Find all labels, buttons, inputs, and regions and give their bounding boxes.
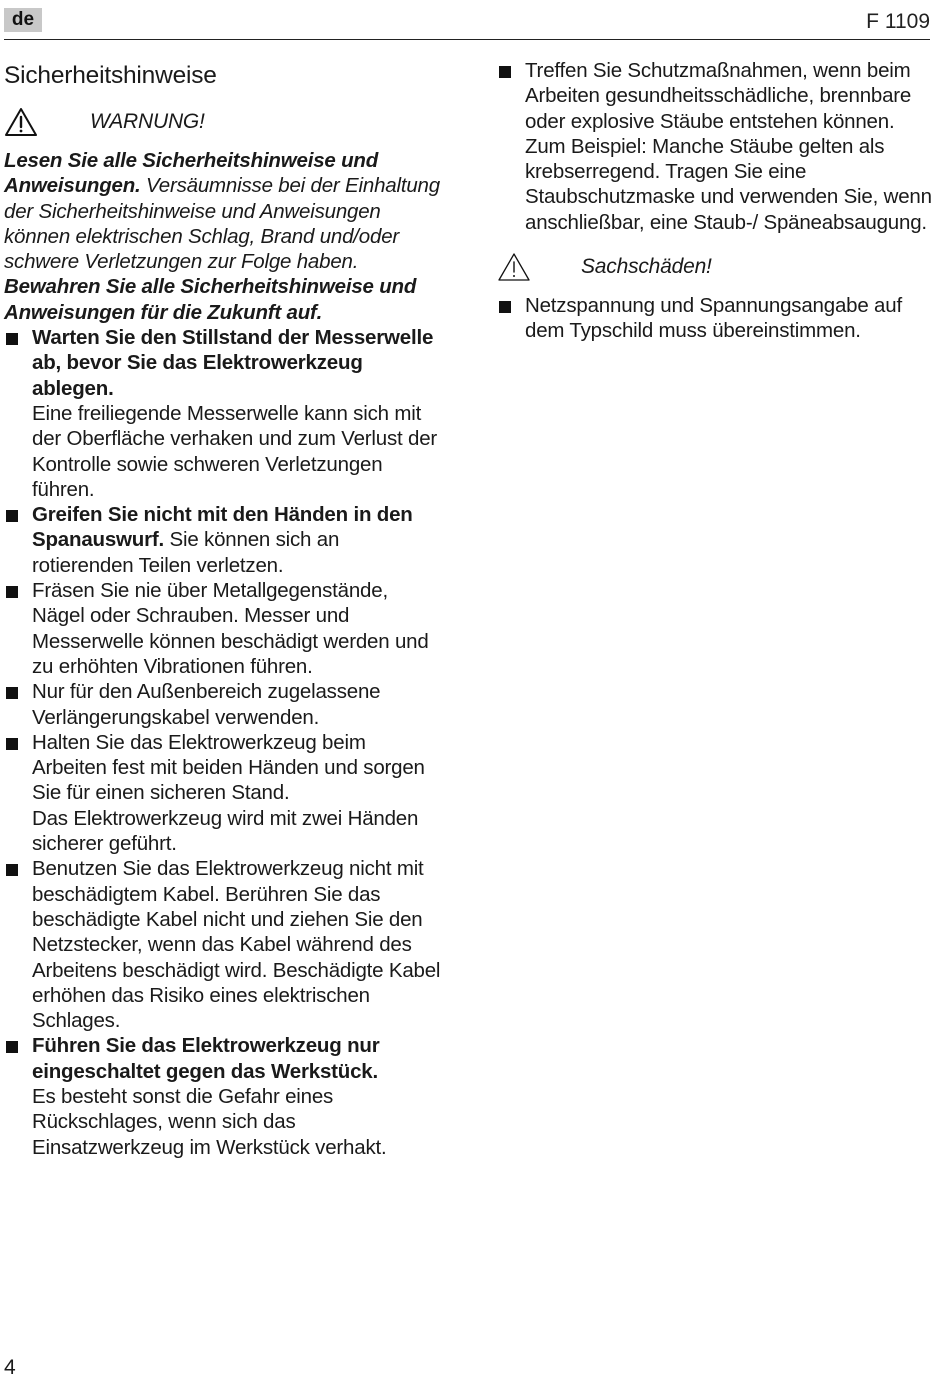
item-text: Halten Sie das Elektrowerkzeug beim Arbeiten fest mit beiden Händen und sorgen Sie für einen sicheren Stand. <box>32 730 425 805</box>
left-column <box>4 58 444 1160</box>
warning-heading <box>4 104 444 140</box>
list-item <box>4 325 444 502</box>
caution-label: Sachschäden! <box>581 255 712 279</box>
safety-list-right <box>497 58 933 235</box>
item-text-2: Das Elektrowerkzeug wird mit zwei Händen sicherer geführt. <box>32 806 419 856</box>
warning-triangle-icon <box>4 106 38 138</box>
item-text: Netzspannung und Spannungsangabe auf dem Typschild muss übereinstimmen. <box>525 294 902 343</box>
item-text: Sie können sich an rotierenden Teilen verletzen. <box>32 528 340 577</box>
intro-bold-2: Bewahren Sie alle Sicherheitshinweise und Anweisungen für die Zukunft auf. <box>4 275 417 324</box>
item-text: Es besteht sonst die Gefahr eines Rückschlages, wenn sich das Einsatzwerkzeug im Werkstück verhakt. <box>32 1084 387 1159</box>
intro-normal: Versäumnisse bei der Einhaltung der Sicherheitshinweise und Anweisungen können elektrischen Schlag, Brand und/oder schwere Verletzungen zur Folge haben. <box>4 174 440 274</box>
language-tag: de <box>4 8 42 32</box>
list-item <box>4 578 444 679</box>
caution-heading <box>497 249 933 285</box>
caution-triangle-icon <box>497 251 531 283</box>
list-item <box>4 730 444 856</box>
model-number: F 1109 <box>866 10 930 33</box>
item-bold: Führen Sie das Elektrowerkzeug nur eingeschaltet gegen das Werkstück. <box>32 1034 380 1083</box>
intro-bold-1: Lesen Sie alle Sicherheitshinweise und Anweisungen. <box>4 149 379 198</box>
list-item <box>4 1033 444 1159</box>
item-bold: Warten Sie den Stillstand der Messerwelle ab, bevor Sie das Elektrowerkzeug ablegen. <box>32 326 434 400</box>
section-title: Sicherheitshinweise <box>4 62 217 89</box>
item-text: Nur für den Außenbereich zugelassene Verlängerungskabel verwenden. <box>32 680 381 729</box>
list-item <box>497 58 933 235</box>
intro-paragraph <box>4 148 444 325</box>
item-text: Eine freiliegende Messerwelle kann sich mit der Oberfläche verhaken und zum Verlust der Kontrolle sowie schweren Verletzungen führen. <box>32 401 438 501</box>
list-item <box>4 502 444 578</box>
header-rule <box>4 39 930 40</box>
list-item <box>4 856 444 1033</box>
right-column <box>497 58 933 344</box>
list-item <box>4 679 444 730</box>
item-text: Fräsen Sie nie über Metallgegenstände, Nägel oder Schrauben. Messer und Messerwelle können beschädigt werden und zu erhöhten Vibrationen führen. <box>32 579 429 678</box>
property-damage-list <box>497 293 933 344</box>
item-bold: Greifen Sie nicht mit den Händen in den Spanauswurf. <box>32 503 413 552</box>
warning-label: WARNUNG! <box>90 110 205 134</box>
item-text: Treffen Sie Schutzmaßnahmen, wenn beim Arbeiten gesundheitsschädliche, brennbare oder explosive Stäube entstehen können. Zum Beispiel: Manche Stäube gelten als krebserregend. Tragen Sie eine Staubschutzmaske und verwenden Sie, wenn anschließbar, eine Staub-/ Späneabsaugung. <box>525 59 932 234</box>
list-item <box>497 293 933 344</box>
safety-list <box>4 325 444 1160</box>
item-text: Benutzen Sie das Elektrowerkzeug nicht mit beschädigtem Kabel. Berühren Sie das beschädigte Kabel nicht und ziehen Sie den Netzstecker, wenn das Kabel während des Arbeitens beschädigt wird. Beschädigte Kabel erhöhen das Risiko eines elektrischen Schlages. <box>32 857 441 1033</box>
page-number: 4 <box>4 1356 16 1379</box>
